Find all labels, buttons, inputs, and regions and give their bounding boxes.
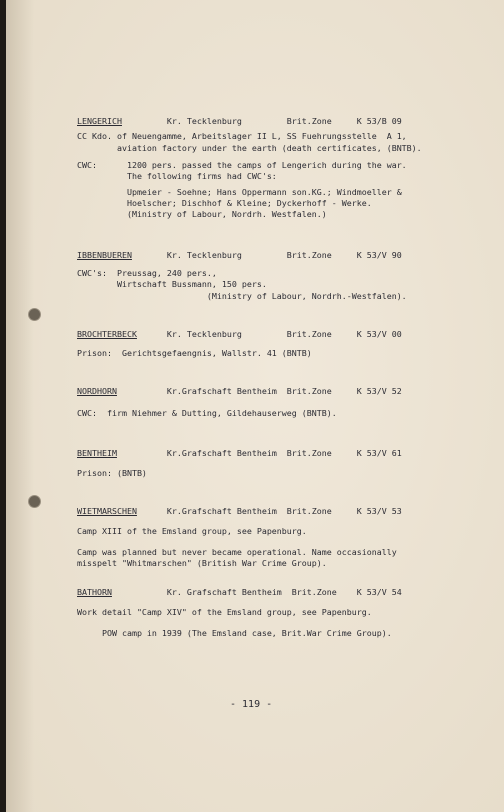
entry-heading-bathorn: BATHORN Kr. Grafschaft Bentheim Brit.Zone K 53/V 54	[77, 587, 402, 597]
place-name: BENTHEIM	[77, 448, 117, 458]
entry-text: Prison: (BNTB)	[77, 468, 147, 478]
entry-text: Work detail "Camp XIV" of the Emsland group, see Papenburg.	[77, 607, 372, 617]
entry-text: CWC: firm Niehmer & Dutting, Gildehauserweg (BNTB).	[77, 408, 337, 418]
punch-hole	[28, 308, 41, 321]
page-fold-shadow	[6, 0, 34, 812]
entry-text: Wirtschaft Bussmann, 150 pers.	[77, 279, 267, 289]
entry-text: misspelt "Whitmarschen" (British War Crime Group).	[77, 558, 327, 568]
entry-text: Camp XIII of the Emsland group, see Papenburg.	[77, 526, 307, 536]
entry-text: CWC's: Preussag, 240 pers.,	[77, 268, 217, 278]
place-name: NORDHORN	[77, 386, 117, 396]
place-name: IBBENBUEREN	[77, 250, 132, 260]
entry-text: (Ministry of Labour, Nordrh.-Westfalen).	[77, 291, 407, 301]
entry-heading-brochterbeck: BROCHTERBECK Kr. Tecklenburg Brit.Zone K 53/V 00	[77, 329, 402, 339]
place-name: BATHORN	[77, 587, 112, 597]
place-name: LENGERICH	[77, 116, 122, 126]
entry-heading-lengerich: LENGERICH Kr. Tecklenburg Brit.Zone K 53/B 09	[77, 116, 402, 126]
entry-text: Camp was planned but never became operational. Name occasionally	[77, 547, 397, 557]
entry-text: POW camp in 1939 (The Emsland case, Brit.War Crime Group).	[77, 628, 392, 638]
entry-text: aviation factory under the earth (death certificates, (BNTB).	[77, 143, 422, 153]
entry-text: Prison: Gerichtsgefaengnis, Wallstr. 41 (BNTB)	[77, 348, 312, 358]
entry-heading-nordhorn: NORDHORN Kr.Grafschaft Bentheim Brit.Zone K 53/V 52	[77, 386, 402, 396]
place-name: WIETMARSCHEN	[77, 506, 137, 516]
entry-text: CWC: 1200 pers. passed the camps of Lengerich during the war.	[77, 160, 407, 170]
entry-text: The following firms had CWC's:	[77, 171, 277, 181]
punch-hole	[28, 495, 41, 508]
entry-text: Upmeier - Soehne; Hans Oppermann son.KG.; Windmoeller &	[77, 187, 402, 197]
page-number: - 119 -	[230, 699, 273, 710]
entry-heading-bentheim: BENTHEIM Kr.Grafschaft Bentheim Brit.Zone K 53/V 61	[77, 448, 402, 458]
entry-text: (Ministry of Labour, Nordrh. Westfalen.)	[77, 209, 327, 219]
entry-text: Hoelscher; Dischhof & Kleine; Dyckerhoff - Werke.	[77, 198, 372, 208]
entry-text: CC Kdo. of Neuengamme, Arbeitslager II L, SS Fuehrungsstelle A 1,	[77, 131, 407, 141]
entry-heading-ibbenbueren: IBBENBUEREN Kr. Tecklenburg Brit.Zone K 53/V 90	[77, 250, 402, 260]
place-name: BROCHTERBECK	[77, 329, 137, 339]
entry-heading-wietmarschen: WIETMARSCHEN Kr.Grafschaft Bentheim Brit.Zone K 53/V 53	[77, 506, 402, 516]
